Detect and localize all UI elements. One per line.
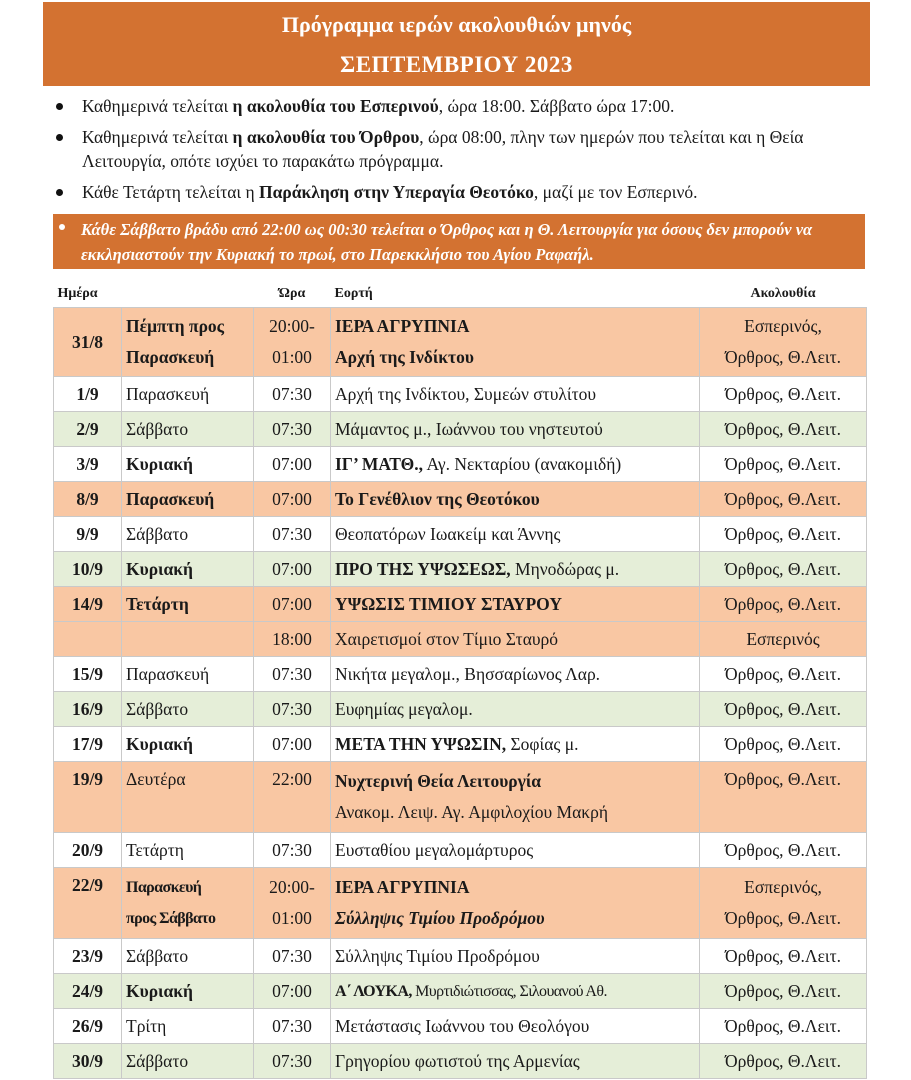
table-header-row (54, 280, 867, 308)
table-row: 26/9 Τρίτη 07:30 Μετάστασις Ιωάννου του Θεολόγου Όρθρος, Θ.Λειτ. (54, 1009, 867, 1044)
table-row: 23/9 Σάββατο 07:30 Σύλληψις Τιμίου Προδρόμου Όρθρος, Θ.Λειτ. (54, 939, 867, 974)
bullet-dot-icon (59, 224, 65, 230)
table-row: 18:00 Χαιρετισμοί στον Τίμιο Σταυρό Εσπερινός (54, 622, 867, 657)
table-row: 19/9 Δευτέρα 22:00 Νυχτερινή Θεία Λειτουργία Ανακομ. Λειψ. Αγ. Αμφιλοχίου Μακρή Όρθρος, Θ.Λειτ. (54, 762, 867, 833)
table-row: 22/9 Παρασκευή προς Σάββατο 20:00- 01:00 ΙΕΡΑ ΑΓΡΥΠΝΙΑ Σύλληψις Τιμίου Προδρόμου Εσπερινός, Όρθρος, Θ.Λειτ. (54, 868, 867, 939)
table-row: 24/9 Κυριακή 07:00 Α΄ ΛΟΥΚΑ, Μυρτιδιώτισσας, Σιλουανού Αθ. Όρθρος, Θ.Λειτ. (54, 974, 867, 1009)
bullet-paraklisi: Κάθε Τετάρτη τελείται η Παράκληση στην Υπεραγία Θεοτόκο, μαζί με τον Εσπερινό. (52, 180, 872, 204)
table-row: 14/9 Τετάρτη 07:00 ΥΨΩΣΙΣ ΤΙΜΙΟΥ ΣΤΑΥΡΟΥ Όρθρος, Θ.Λειτ. (54, 587, 867, 622)
saturday-night-notice (53, 214, 865, 269)
header-service: Ακολουθία (750, 285, 816, 301)
bullet-orthros: Καθημερινά τελείται η ακολουθία του Όρθρου, ώρα 08:00, πλην των ημερών που τελείται και η Θεία Λειτουργία, οπότε ισχύει το παρακάτω πρόγραμμα. (52, 125, 872, 173)
table-row: 9/9 Σάββατο 07:30 Θεοπατόρων Ιωακείμ και Άννης Όρθρος, Θ.Λειτ. (54, 517, 867, 552)
table-row: 20/9 Τετάρτη 07:30 Ευσταθίου μεγαλομάρτυρος Όρθρος, Θ.Λειτ. (54, 833, 867, 868)
table-row: 30/9 Σάββατο 07:30 Γρηγορίου φωτιστού της Αρμενίας Όρθρος, Θ.Λειτ. (54, 1044, 867, 1079)
title-banner (43, 2, 870, 86)
saturday-night-notice-text: Κάθε Σάββατο βράδυ από 22:00 ως 00:30 τελείται ο Όρθρος και η Θ. Λειτουργία για όσους δεν μπορούν να εκκλησιαστούν την Κυριακή το πρωί, στο Παρεκκλήσιο του Αγίου Ραφαήλ. (81, 220, 813, 264)
table-row: 10/9 Κυριακή 07:00 ΠΡΟ ΤΗΣ ΥΨΩΣΕΩΣ, Μηνοδώρας μ. Όρθρος, Θ.Λειτ. (54, 552, 867, 587)
table-row: 16/9 Σάββατο 07:30 Ευφημίας μεγαλομ. Όρθρος, Θ.Λειτ. (54, 692, 867, 727)
schedule-table (53, 280, 867, 1079)
table-row: 17/9 Κυριακή 07:00 ΜΕΤΑ ΤΗΝ ΥΨΩΣΙΝ, Σοφίας μ. Όρθρος, Θ.Λειτ. (54, 727, 867, 762)
info-bullets (52, 94, 872, 211)
table-row: 31/8 Πέμπτη προς Παρασκευή 20:00- 01:00 ΙΕΡΑ ΑΓΡΥΠΝΙΑ Αρχή της Ινδίκτου Εσπερινός, Όρθρος, Θ.Λειτ. (54, 308, 867, 377)
bullet-vespers: Καθημερινά τελείται η ακολουθία του Εσπερινού, ώρα 18:00. Σάββατο ώρα 17:00. (52, 94, 872, 118)
header-day: Ημέρα (57, 285, 98, 301)
table-row: 1/9 Παρασκευή 07:30 Αρχή της Ινδίκτου, Συμεών στυλίτου Όρθρος, Θ.Λειτ. (54, 377, 867, 412)
table-row: 3/9 Κυριακή 07:00 ΙΓ’ ΜΑΤΘ., Αγ. Νεκταρίου (ανακομιδή) Όρθρος, Θ.Λειτ. (54, 447, 867, 482)
header-feast: Εορτή (334, 285, 373, 301)
page-title: Πρόγραμμα ιερών ακολουθιών μηνός (281, 12, 632, 37)
table-row: 2/9 Σάββατο 07:30 Μάμαντος μ., Ιωάννου του νηστευτού Όρθρος, Θ.Λειτ. (54, 412, 867, 447)
table-row: 15/9 Παρασκευή 07:30 Νικήτα μεγαλομ., Βησσαρίωνος Λαρ. Όρθρος, Θ.Λειτ. (54, 657, 867, 692)
table-row: 8/9 Παρασκευή 07:00 Το Γενέθλιον της Θεοτόκου Όρθρος, Θ.Λειτ. (54, 482, 867, 517)
header-time: Ώρα (278, 285, 306, 301)
page-subtitle-month: ΣΕΠΤΕΜΒΡΙΟΥ 2023 (340, 52, 573, 77)
